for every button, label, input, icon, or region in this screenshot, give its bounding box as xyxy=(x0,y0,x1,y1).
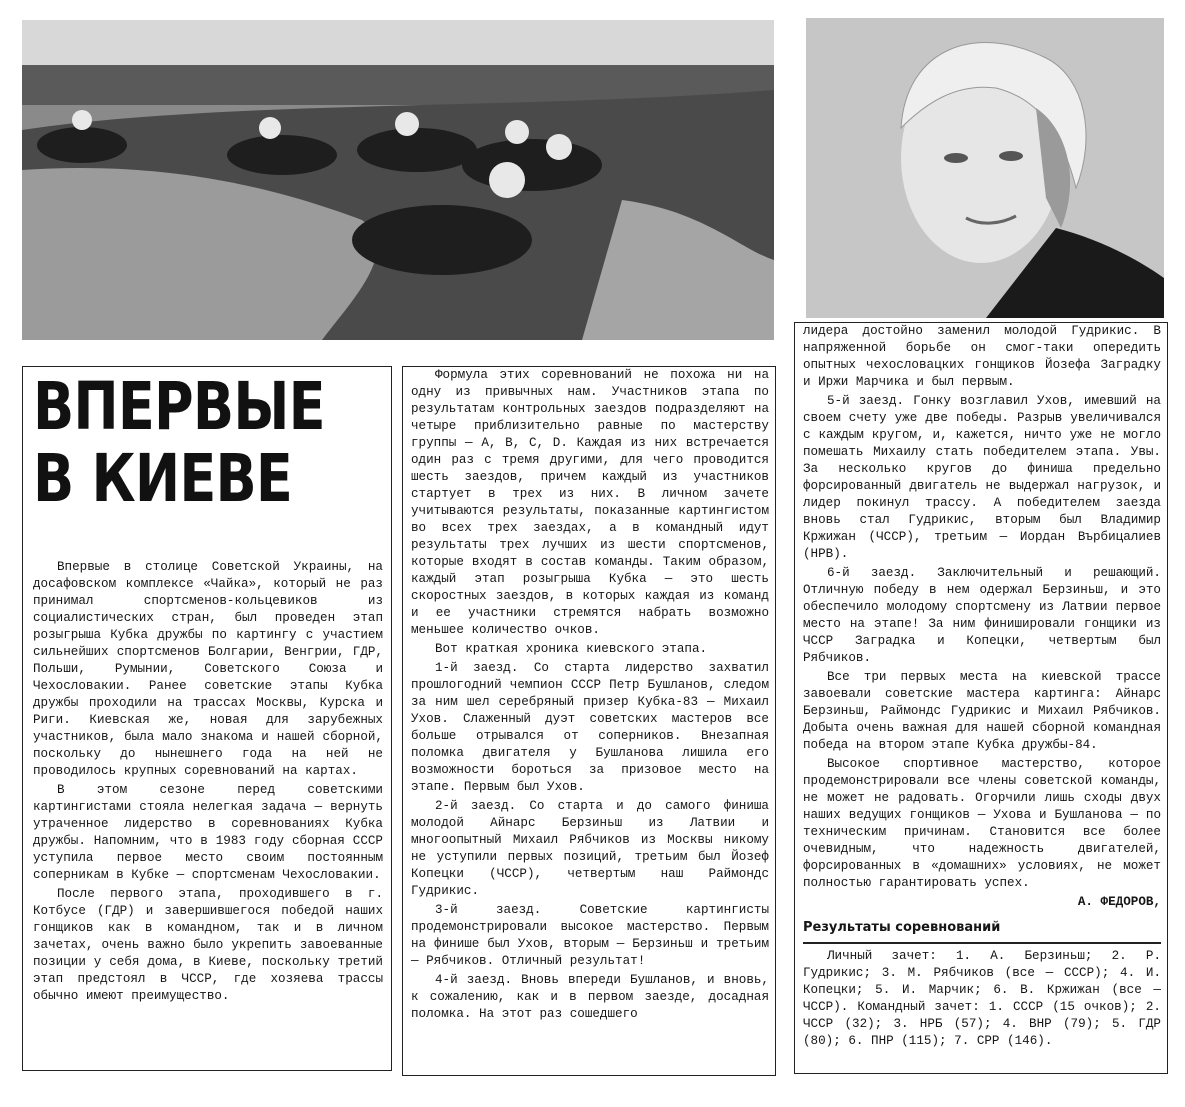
results-section xyxy=(803,942,1161,1050)
left-column xyxy=(22,366,392,1071)
paragraph: Высокое спортивное мастерство, которое продемонстрировали все члены советской команды, не может не радовать. Огорчили лишь сходы двух наших ведущих гонщиков — Ухова и Бушланова — по техническим причинам. Становится все более очевидным, что надежность двигателей, форсированных в «домашних» условиях, не может полностью гарантировать успех. xyxy=(803,757,1161,890)
driver-portrait-photo xyxy=(806,18,1164,318)
paragraph: 2-й заезд. Со старта и до самого финиша молодой Айнарс Берзиньш из Латвии и многоопытный Михаил Рябчиков из Москвы никому не уступили первых позиций, третьим был Йозеф Копецки (ЧССР), четвертым наш Раймондс Гудрикис. xyxy=(411,799,769,898)
paragraph: Впервые в столице Советской Украины, на досафовском комплексе «Чайка», который не раз принимал спортсменов-кольцевиков из социалистических стран, был проведен этап розыгрыша Кубка дружбы по картингу с участием сильнейших спортсменов Болгарии, Венгрии, ГДР, Польши, Румынии, Советского Союза и Чехословакии. Ранее советские этапы Кубка дружбы проходили на трассах Москвы, Курска и Риги. Киевская же, новая для зарубежных участников, была мало знакома и нашей сборной, поскольку до нынешнего года на ней не проводилось крупных соревнований на картах. xyxy=(33,560,383,778)
paragraph: Вот краткая хроника киевского этапа. xyxy=(435,642,708,656)
headline-line-2: В КИЕВЕ xyxy=(33,440,293,517)
paragraph: 6-й заезд. Заключительный и решающий. Отличную победу в нем одержал Берзиньш, и это обеспечило молодому спортсмену из Латвии первое место на этапе! За ним финишировали гонщики из ЧССР Заградка и Копецки, четвертым был Рябчиков. xyxy=(803,566,1161,665)
author-signature: А. ФЕДОРОВ, xyxy=(1077,895,1161,909)
paragraph: 3-й заезд. Советские картингисты продемонстрировали высокое мастерство. Первым на финише был Ухов, вторым — Берзиньш и третьим — Рябчиков. Отличный результат! xyxy=(411,903,769,968)
results-title: Результаты соревнований xyxy=(803,920,1001,935)
paragraph: В этом сезоне перед советскими картингистами стояла нелегкая задача — вернуть утраченное лидерство в соревнованиях Кубка дружбы. Напомним, что в 1983 году сборная СССР уступила первое место своим постоянным соперникам в Кубке — спортсменам Чехословакии. xyxy=(33,783,383,882)
paragraph: После первого этапа, проходившего в г. Котбусе (ГДР) и завершившегося победой наших гонщиков как в командном, так и в личном зачетах, очень важно было укрепить завоеванные позиции у себя дома, в Киеве, поскольку третий этап предстоял в ЧССР, где хозяева трассы обычно имеют преимущество. xyxy=(33,887,383,1003)
middle-column xyxy=(402,366,776,1076)
paragraph: 5-й заезд. Гонку возглавил Ухов, имевший на своем счету уже две победы. Разрыв увеличивался с каждым кругом, и, кажется, ничто уже не могло помешать Михаилу стать победителем этапа. Увы. За несколько кругов до финиша предельно форсированный двигатель не выдержал нагрузок, и лидер покинул трассу. А победителем заезда вновь стал Гудрикис, вторым был Владимир Кржижан (ЧССР), третьим — Иордан Върбицалиев (НРВ). xyxy=(803,394,1161,561)
portrait-photo-image xyxy=(806,18,1164,318)
paragraph: 4-й заезд. Вновь впереди Бушланов, и вновь, к сожалению, как и в первом заезде, досадная поломка. На этот раз сошедшего xyxy=(411,973,769,1021)
race-photo-image xyxy=(22,20,774,340)
right-column xyxy=(794,322,1168,1074)
paragraph: Формула этих соревнований не похожа ни на одну из привычных нам. Участников этапа по результатам контрольных заездов подразделяют на четыре приблизительно равные по мастерству группы — A, B, C, D. Каждая из них встречается один раз с тремя другими, для чего проводится шесть заездов, причем каждый из участников стартует в трех из них. В личном зачете учитываются результаты, показанные картингистом во всех трех заездах, а в командный идут результаты трех лучших из шести спортсменов, которые входят в состав команды. Таким образом, каждый этап розыгрыша Кубка — это шесть скоростных заездов, в которых каждая из команд и ее участники стремятся набрать возможно меньшее количество очков. xyxy=(411,368,769,637)
paragraph: лидера достойно заменил молодой Гудрикис. В напряженной борьбе он смог-таки опередить опытных чехословацких гонщиков Йозефа Заградку и Иржи Марчика и был первым. xyxy=(803,324,1161,389)
karting-race-photo xyxy=(22,20,774,340)
headline xyxy=(33,368,325,517)
paragraph: 1-й заезд. Со старта лидерство захватил прошлогодний чемпион СССР Петр Бушланов, следом за ним шел серебряный призер Кубка-83 — Михаил Ухов. Слаженный дуэт советских мастеров все больше отрывался от соперников. Внезапная поломка двигателя у Бушланова лишила его возможности бороться за призовое место на этапе. Первым был Ухов. xyxy=(411,661,769,794)
headline-line-1: ВПЕРВЫЕ xyxy=(33,368,325,445)
results-text: Личный зачет: 1. А. Берзиньш; 2. Р. Гудрикис; 3. М. Рябчиков (все — СССР); 4. И. Копецки; 5. И. Марчик; 6. В. Кржижан (все — ЧССР). Командный зачет: 1. СССР (15 очков); 2. ЧССР (32); 3. НРБ (57); 4. ВНР (79); 5. ГДР (80); 6. ПНР (115); 7. СРР (146). xyxy=(803,949,1161,1048)
paragraph: Все три первых места на киевской трассе завоевали советские мастера картинга: Айнарс Берзиньш, Раймондс Гудрикис и Михаил Рябчиков. Добыта очень важная для нашей сборной командная победа на втором этапе Кубка дружбы-84. xyxy=(803,670,1161,752)
